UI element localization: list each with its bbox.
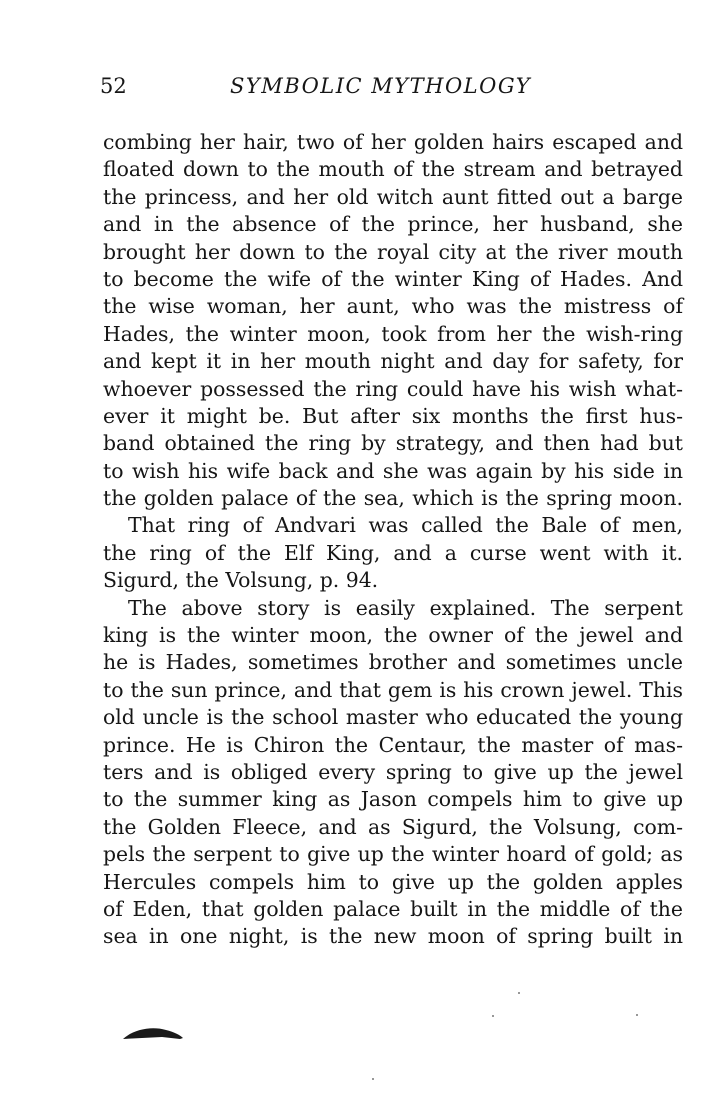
page-header — [100, 74, 680, 106]
scan-speck — [492, 1015, 494, 1017]
text-line: whoever possessed the ring could have his wish what- — [103, 376, 683, 401]
text-line: sea in one night, is the new moon of spring built in — [103, 924, 683, 949]
text-line: Hades, the winter moon, took from her the wish-ring — [103, 321, 683, 346]
text-line: ever it might be. But after six months the first hus- — [103, 403, 683, 428]
text-line: pels the serpent to give up the winter hoard of gold; as — [103, 842, 683, 867]
text-line: old uncle is the school master who educated the young — [103, 705, 683, 730]
text-line: and in the absence of the prince, her husband, she — [103, 212, 683, 237]
text-line: ters and is obliged every spring to give up the jewel — [103, 759, 683, 784]
text-line: and kept it in her mouth night and day for safety, for — [103, 349, 683, 374]
text-line: prince. He is Chiron the Centaur, the master of mas- — [103, 732, 683, 757]
ink-smudge — [122, 1026, 184, 1040]
text-line: the princess, and her old witch aunt fitted out a barge — [103, 184, 683, 209]
text-line: the Golden Fleece, and as Sigurd, the Volsung, com- — [103, 814, 683, 839]
paragraph-first-line: The above story is easily explained. The serpent — [128, 595, 683, 620]
text-line: of Eden, that golden palace built in the middle of the — [103, 896, 683, 921]
text-line: the wise woman, her aunt, who was the mistress of — [103, 294, 683, 319]
text-line: to the summer king as Jason compels him to give up — [103, 787, 683, 812]
text-line: to wish his wife back and she was again by his side in — [103, 458, 683, 483]
page-number: 52 — [100, 74, 127, 98]
text-line: brought her down to the royal city at the river mouth — [103, 239, 683, 264]
body-text — [103, 129, 683, 951]
citation-line: Sigurd, the Volsung, p. 94. — [103, 568, 379, 593]
running-title: SYMBOLIC MYTHOLOGY — [230, 74, 532, 98]
text-line: to become the wife of the winter King of Hades. And — [103, 266, 683, 291]
text-line: the golden palace of the sea, which is the spring moon. — [103, 486, 683, 511]
text-line: band obtained the ring by strategy, and then had but — [103, 431, 683, 456]
scan-speck — [636, 1014, 638, 1016]
paragraph-first-line: That ring of Andvari was called the Bale of men, — [128, 513, 683, 538]
text-line: the ring of the Elf King, and a curse went with it. — [103, 540, 683, 565]
text-line: to the sun prince, and that gem is his crown jewel. This — [103, 677, 683, 702]
text-line: floated down to the mouth of the stream and betrayed — [103, 157, 683, 182]
scan-speck — [518, 992, 520, 994]
text-line: king is the winter moon, the owner of the jewel and — [103, 623, 683, 648]
text-line: combing her hair, two of her golden hairs escaped and — [103, 130, 683, 154]
text-line: Hercules compels him to give up the golden apples — [103, 869, 683, 894]
text-line: he is Hades, sometimes brother and sometimes uncle — [103, 650, 683, 675]
scan-speck — [372, 1078, 374, 1080]
